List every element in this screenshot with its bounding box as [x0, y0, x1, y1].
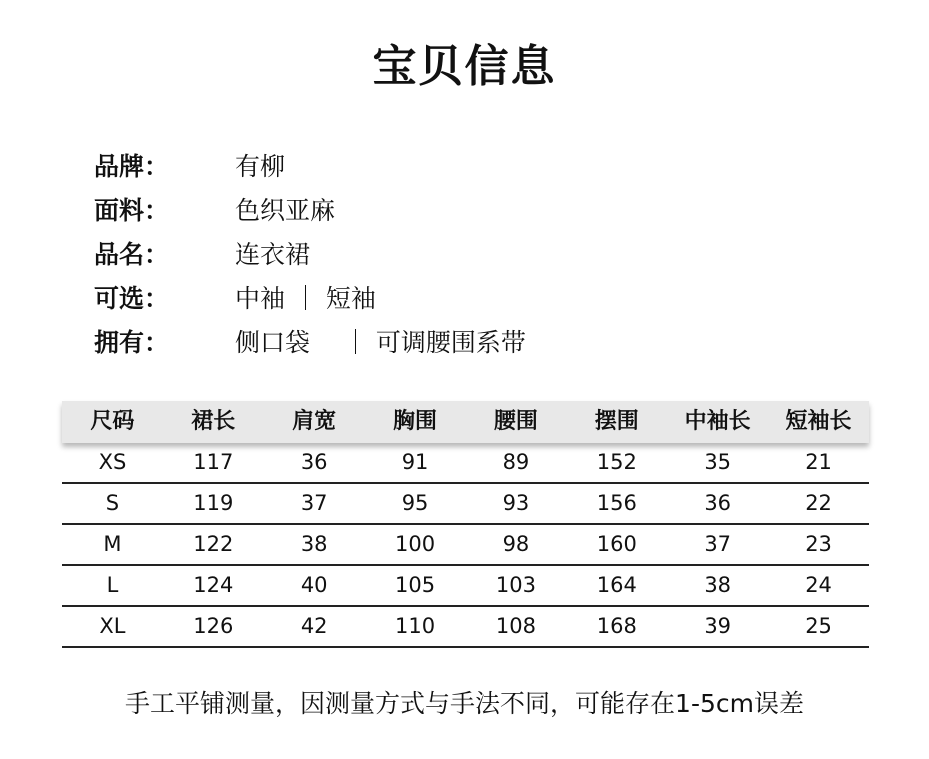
column-header: 肩宽	[292, 409, 337, 434]
column-header: 裙长	[191, 409, 236, 434]
table-cell: 156	[596, 491, 637, 515]
table-row	[62, 525, 869, 566]
table-cell: S	[105, 491, 120, 515]
table-cell: 21	[805, 450, 832, 474]
column-header: 尺码	[90, 409, 135, 434]
table-cell: 98	[502, 532, 530, 556]
table-cell: 100	[395, 532, 436, 556]
table-cell: 160	[596, 532, 637, 556]
table-row	[62, 484, 869, 525]
table-cell: 122	[193, 532, 234, 556]
table-cell: XL	[99, 614, 126, 638]
table-cell: 117	[193, 450, 234, 474]
page-title: 宝贝信息	[372, 41, 557, 92]
table-cell: 42	[300, 614, 328, 638]
table-cell: 164	[596, 573, 637, 597]
info-label: 品牌：	[94, 152, 170, 181]
table-row	[62, 443, 869, 484]
table-cell: 93	[502, 491, 530, 515]
column-header: 中袖长	[684, 409, 751, 434]
table-body	[62, 443, 869, 648]
table-row	[62, 607, 869, 648]
table-cell: 108	[495, 614, 536, 638]
info-label: 面料：	[94, 196, 170, 225]
table-cell: 38	[300, 532, 328, 556]
info-value: 色织亚麻	[235, 196, 336, 225]
table-cell: L	[106, 573, 119, 597]
column-header: 短袖长	[785, 409, 852, 434]
column-header: 胸围	[393, 409, 438, 434]
info-value: 连衣裙	[235, 240, 311, 269]
size-table	[62, 401, 869, 648]
table-cell: 36	[704, 491, 732, 515]
table-cell: 22	[805, 491, 832, 515]
table-cell: 40	[300, 573, 328, 597]
table-cell: 110	[395, 614, 436, 638]
info-value: 有柳	[235, 152, 286, 181]
table-cell: 89	[502, 450, 530, 474]
table-cell: 105	[395, 573, 436, 597]
table-cell: 25	[805, 614, 832, 638]
info-value: 侧口袋 ｜ 可调腰围系带	[235, 328, 526, 357]
measurement-note: 手工平铺测量，因测量方式与手法不同，可能存在1-5cm误差	[125, 689, 804, 718]
table-cell: 39	[704, 614, 732, 638]
table-cell: 35	[704, 450, 732, 474]
table-cell: 24	[805, 573, 832, 597]
table-cell: 124	[193, 573, 234, 597]
table-cell: 91	[401, 450, 429, 474]
table-cell: 38	[704, 573, 732, 597]
info-label: 品名：	[94, 240, 170, 269]
table-cell: 37	[704, 532, 732, 556]
info-label: 拥有：	[94, 328, 170, 357]
table-cell: 168	[596, 614, 637, 638]
table-row	[62, 566, 869, 607]
info-value: 中袖 ｜ 短袖	[235, 284, 376, 313]
table-cell: 126	[193, 614, 234, 638]
table-cell: 36	[300, 450, 328, 474]
table-cell: 23	[805, 532, 832, 556]
column-header: 腰围	[493, 409, 538, 434]
info-label: 可选：	[94, 284, 170, 313]
table-cell: 37	[300, 491, 328, 515]
table-cell: 95	[401, 491, 429, 515]
table-cell: 152	[596, 450, 637, 474]
column-header: 摆围	[594, 409, 639, 434]
table-cell: M	[103, 532, 122, 556]
table-header	[62, 401, 869, 443]
table-cell: 119	[193, 491, 234, 515]
table-cell: XS	[98, 450, 127, 474]
table-cell: 103	[495, 573, 536, 597]
